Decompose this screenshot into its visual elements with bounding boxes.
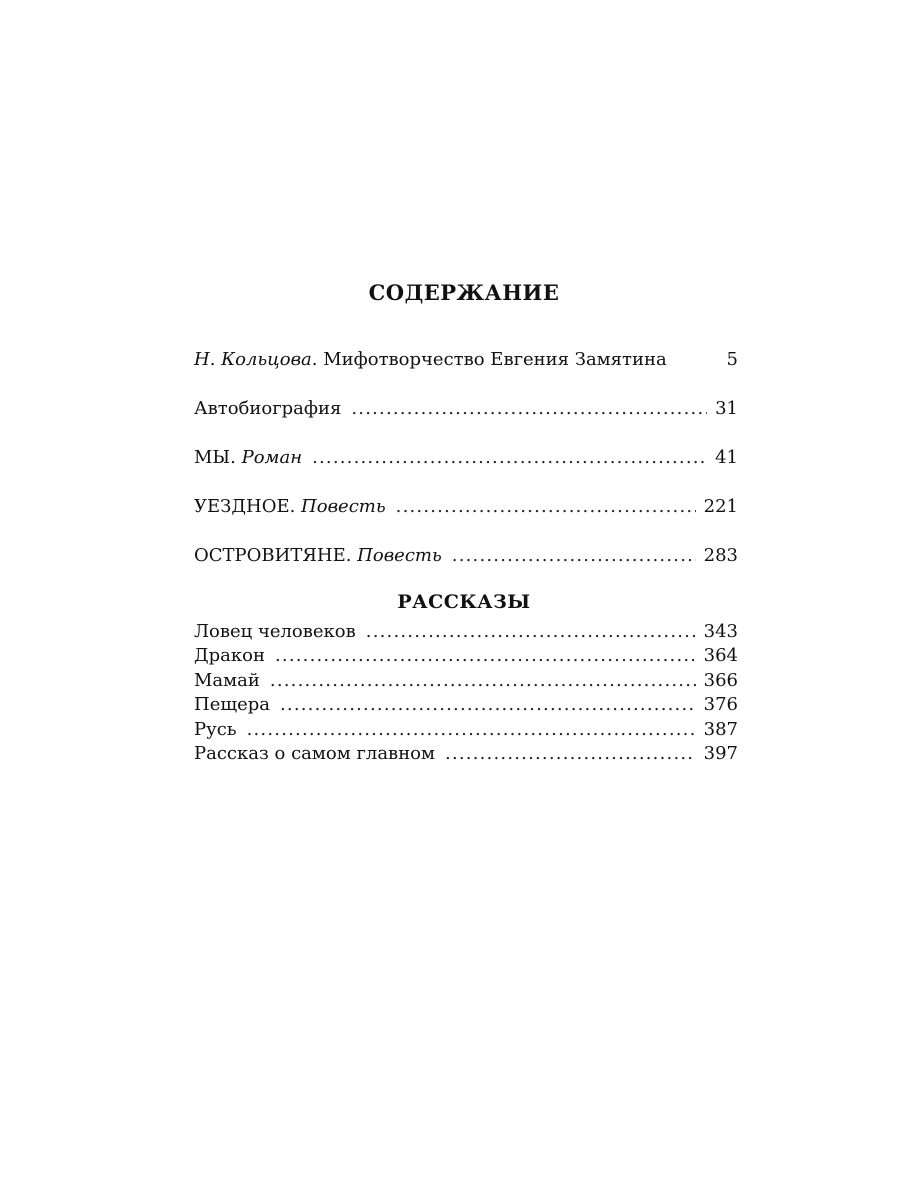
entry-title: Русь	[194, 718, 237, 740]
entry-page-number: 343	[703, 621, 738, 642]
toc-entry-story[interactable]	[194, 621, 738, 645]
entry-page-number: 283	[703, 545, 738, 566]
toc-entry-autobiography[interactable]	[194, 398, 738, 447]
entry-title: Автобиография	[194, 398, 342, 419]
entry-label	[194, 496, 386, 518]
entry-page-number: 376	[703, 694, 738, 716]
entry-title: Пещера	[194, 694, 270, 716]
toc-entry-story[interactable]	[194, 743, 738, 767]
dot-leader	[396, 496, 696, 518]
toc-entry-story[interactable]	[194, 694, 738, 718]
entry-genre: Роман	[235, 447, 303, 468]
section-heading-stories: РАССКАЗЫ	[397, 591, 531, 613]
page-title: СОДЕРЖАНИЕ	[368, 280, 560, 305]
entry-page-number: 31	[715, 398, 738, 419]
entry-title: УЕЗДНОЕ.	[194, 496, 296, 517]
dot-leader	[445, 743, 696, 765]
toc-entry-uezdnoe[interactable]	[194, 496, 738, 545]
toc-entry-story[interactable]	[194, 670, 738, 694]
entry-page-number: 41	[715, 447, 738, 468]
entry-page-number: 364	[703, 645, 738, 667]
entry-title: Мифотворчество Евгения Замятина	[317, 349, 667, 370]
dot-leader	[452, 545, 696, 567]
entry-genre: Повесть	[351, 545, 442, 566]
entry-page-number: 387	[703, 718, 738, 740]
entry-page-number: 366	[703, 669, 738, 691]
dot-leader	[280, 694, 696, 716]
entry-title: Мамай	[194, 669, 260, 691]
entry-title: МЫ.	[194, 447, 236, 468]
entry-page-number: 221	[703, 496, 738, 517]
entry-page-number: 5	[726, 349, 738, 370]
entry-label	[194, 545, 442, 567]
contents-list	[194, 349, 738, 594]
stories-list	[194, 621, 738, 767]
entry-title: Дракон	[194, 645, 265, 667]
dot-leader	[270, 670, 696, 692]
toc-entry-ostrovityane[interactable]	[194, 545, 738, 594]
entry-label	[194, 398, 341, 420]
entry-label	[194, 349, 667, 371]
entry-page-number: 397	[703, 742, 738, 764]
toc-entry-story[interactable]	[194, 645, 738, 669]
entry-genre: Повесть	[295, 496, 386, 517]
toc-entry-my[interactable]	[194, 447, 738, 496]
toc-entry-essay[interactable]	[194, 349, 738, 398]
entry-title: Ловец человеков	[194, 621, 356, 642]
entry-label	[194, 447, 302, 469]
dot-leader	[275, 645, 696, 667]
dot-leader	[366, 621, 696, 643]
dot-leader	[247, 719, 696, 741]
toc-entry-story[interactable]	[194, 719, 738, 743]
entry-author: Н. Кольцова.	[194, 349, 318, 370]
dot-leader	[312, 447, 707, 469]
entry-title: Рассказ о самом главном	[194, 742, 436, 764]
dot-leader	[351, 398, 707, 420]
entry-title: ОСТРОВИТЯНЕ.	[194, 545, 352, 566]
